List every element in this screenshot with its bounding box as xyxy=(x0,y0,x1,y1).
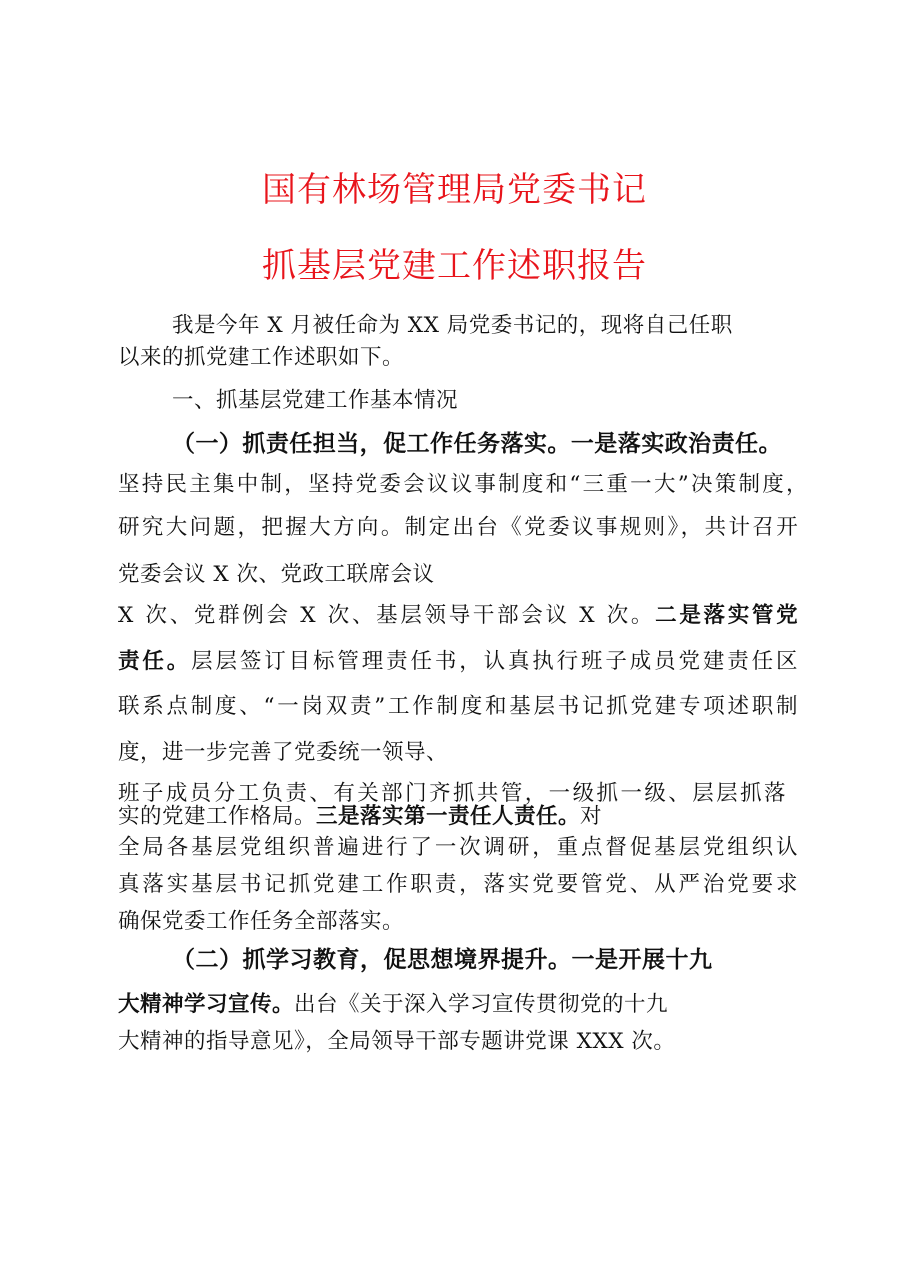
text-segment: 全局各基层党组织普遍进行了一次调研，重点督促基层党组织认 xyxy=(118,835,801,860)
text-segment: 坚持民主集中制，坚持党委会议议事制度和“三重一大”决策制度， xyxy=(118,472,810,497)
text-segment: 研究大问题，把握大方向。制定出台《党委议事规则》，共计召开 xyxy=(118,515,801,540)
text-segment: 层层签订目标管理责任书，认真执行班子成员党建责任区 xyxy=(191,649,801,674)
body-line xyxy=(118,598,800,629)
text-segment: 确保党委工作任务全部落实。 xyxy=(118,909,405,934)
text-segment: 党委会议 X 次、党政工联席会议 xyxy=(118,562,435,587)
body-line xyxy=(118,644,800,675)
text-segment: 对 xyxy=(580,804,603,829)
body-line xyxy=(118,510,800,541)
text-segment: 出台《关于深入学习宣传贯彻党的十九 xyxy=(294,992,669,1017)
body-line xyxy=(118,904,404,935)
body-line xyxy=(172,383,458,414)
text-segment: 以来的抓党建工作述职如下。 xyxy=(118,345,405,370)
body-line xyxy=(118,799,602,830)
text-segment: 大精神的指导意见》，全局领导干部专题讲党课 XXX 次。 xyxy=(118,1029,676,1054)
text-segment: 一、抓基层党建工作基本情况 xyxy=(172,388,459,413)
text-segment: 我是今年 X 月被任命为 XX 局党委书记的，现将自己任职 xyxy=(172,313,733,338)
body-line xyxy=(118,735,448,766)
body-line xyxy=(118,867,800,898)
report-title-line-2: 抓基层党建工作述职报告 xyxy=(262,246,647,286)
text-segment: 真落实基层书记抓党建工作职责，落实党要管党、从严治党要求 xyxy=(118,872,801,897)
body-line xyxy=(118,467,810,498)
text-segment: 联系点制度、“一岗双责”工作制度和基层书记抓党建专项述职制 xyxy=(118,694,801,719)
body-line xyxy=(118,987,668,1018)
body-line xyxy=(172,308,733,339)
text-segment: 实的党建工作格局。 xyxy=(118,804,317,829)
bold-text-segment: （一）抓责任担当，促工作任务落实。一是落实政治责任。 xyxy=(172,430,782,457)
bold-text-segment: 二是落实管党 xyxy=(655,603,801,628)
text-segment: 度，进一步完善了党委统一领导、 xyxy=(118,740,449,765)
body-line xyxy=(118,1024,675,1055)
body-line xyxy=(118,689,800,720)
bold-text-segment: 三是落实第一责任人责任。 xyxy=(316,804,581,829)
bold-text-segment: 责任。 xyxy=(118,649,192,674)
report-title-line-1: 国有林场管理局党委书记 xyxy=(262,170,647,210)
body-line xyxy=(172,941,713,974)
bold-text-segment: 大精神学习宣传。 xyxy=(118,992,295,1017)
body-line xyxy=(118,340,404,371)
body-line xyxy=(172,425,782,458)
text-segment: 班子成员分工负责、有关部门齐抓共管，一级抓一级、层层抓落 xyxy=(118,781,788,806)
body-line xyxy=(118,557,434,588)
body-line xyxy=(118,830,800,861)
bold-text-segment: （二）抓学习教育，促思想境界提升。一是开展十九 xyxy=(172,946,713,973)
text-segment: X 次、党群例会 X 次、基层领导干部会议 X 次。 xyxy=(118,603,656,628)
